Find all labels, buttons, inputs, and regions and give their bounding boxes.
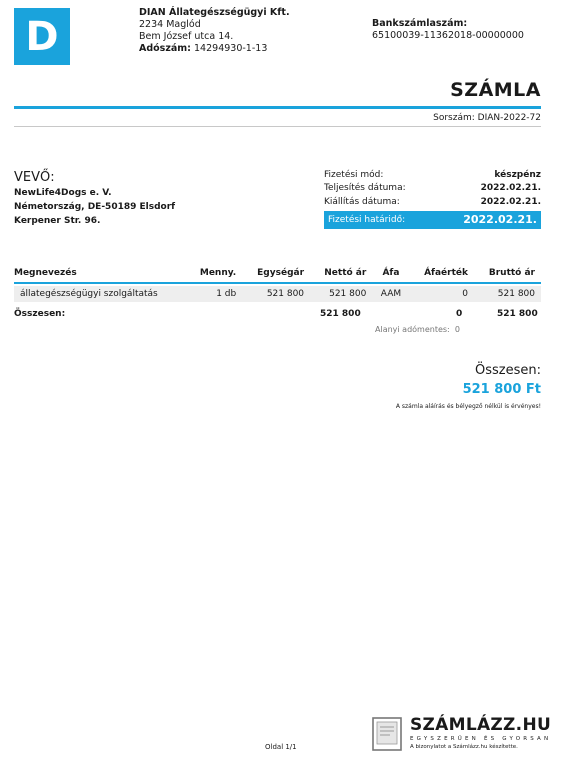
payment-method-value: készpénz — [494, 169, 541, 180]
seller-zip-city: 2234 Maglód — [139, 19, 201, 30]
serial-label: Sorszám: — [433, 113, 475, 123]
exempt-value: 0 — [454, 325, 460, 334]
due-date-label: Fizetési határidő: — [328, 214, 406, 225]
issue-date-row — [324, 195, 541, 209]
totals-net: 521 800 — [320, 309, 361, 319]
serial-divider — [14, 126, 541, 127]
bank-label: Bankszámlaszám: — [372, 18, 468, 29]
seller-name: DIAN Állategészségügyi Kft. — [139, 7, 290, 18]
cell-unit-price: 521 800 — [242, 286, 310, 302]
col-header-unit-price: Egységár — [257, 267, 305, 278]
brand-slogan: EGYSZERŰEN ÉS GYORSAN — [410, 736, 552, 742]
brand-made-by: A bizonylatot a Számlázz.hu készítette. — [410, 744, 518, 750]
vat-exempt — [375, 325, 460, 334]
grand-total-label: Összesen: — [475, 363, 541, 378]
bank-block — [372, 18, 524, 42]
totals-label: Összesen: — [14, 309, 66, 319]
issue-date-label: Kiállítás dátuma: — [324, 196, 400, 207]
fulfilment-date-label: Teljesítés dátuma: — [324, 183, 406, 194]
cell-net: 521 800 — [310, 286, 372, 302]
items-header-row — [14, 264, 541, 283]
validity-note: A számla aláírás és bélyegző nélkül is érvényes! — [395, 403, 541, 410]
seller-tax-id: 14294930-1-13 — [194, 43, 268, 54]
payment-method-row — [324, 168, 541, 182]
col-header-name: Megnevezés — [14, 267, 77, 278]
items-table — [14, 264, 541, 302]
cell-qty: 1 db — [187, 286, 243, 302]
totals-gross: 521 800 — [497, 309, 538, 319]
fulfilment-date-value: 2022.02.21. — [480, 183, 541, 194]
col-header-vat: Áfa — [382, 267, 400, 278]
col-header-gross: Bruttó ár — [488, 267, 535, 278]
exempt-label: Alanyi adómentes: — [375, 325, 450, 334]
payment-info — [324, 168, 541, 229]
serial-value: DIAN-2022-72 — [477, 113, 541, 123]
cell-name: állategészségügyi szolgáltatás — [14, 286, 187, 302]
col-header-qty: Menny. — [199, 267, 237, 278]
col-header-vat-amount: Áfaérték — [424, 267, 468, 278]
document-icon — [372, 717, 402, 751]
cell-vat: AAM — [372, 286, 409, 302]
col-header-net: Nettó ár — [324, 267, 367, 278]
buyer-address-2: Kerpener Str. 96. — [14, 216, 101, 226]
seller-street: Bem József utca 14. — [139, 31, 234, 42]
due-date-row — [324, 211, 541, 229]
buyer-address-1: Németország, DE-50189 Elsdorf — [14, 202, 176, 212]
invoice-serial — [433, 113, 541, 123]
issue-date-value: 2022.02.21. — [480, 196, 541, 207]
grand-total-amount: 521 800 Ft — [462, 382, 541, 397]
due-date-value: 2022.02.21. — [463, 213, 537, 226]
company-logo — [14, 8, 70, 65]
buyer-block — [14, 186, 175, 228]
cell-vat-amount: 0 — [410, 286, 474, 302]
table-row — [14, 286, 541, 302]
brand-name: SZÁMLÁZZ.HU — [410, 715, 552, 735]
fulfilment-date-row — [324, 182, 541, 196]
buyer-heading: VEVŐ: — [14, 170, 55, 185]
cell-gross: 521 800 — [474, 286, 541, 302]
totals-vat: 0 — [456, 309, 463, 319]
logo-letter: D — [25, 13, 59, 60]
header-divider — [14, 106, 541, 109]
invoice-title: SZÁMLA — [450, 79, 541, 101]
szamlazz-brand — [372, 715, 550, 755]
payment-method-label: Fizetési mód: — [324, 169, 384, 180]
totals-row — [14, 309, 541, 323]
buyer-name: NewLife4Dogs e. V. — [14, 188, 112, 198]
bank-number: 65100039-11362018-00000000 — [372, 30, 524, 41]
page-number: Oldal 1/1 — [265, 743, 297, 751]
seller-tax-label: Adószám: — [139, 43, 191, 54]
seller-block — [139, 7, 290, 55]
